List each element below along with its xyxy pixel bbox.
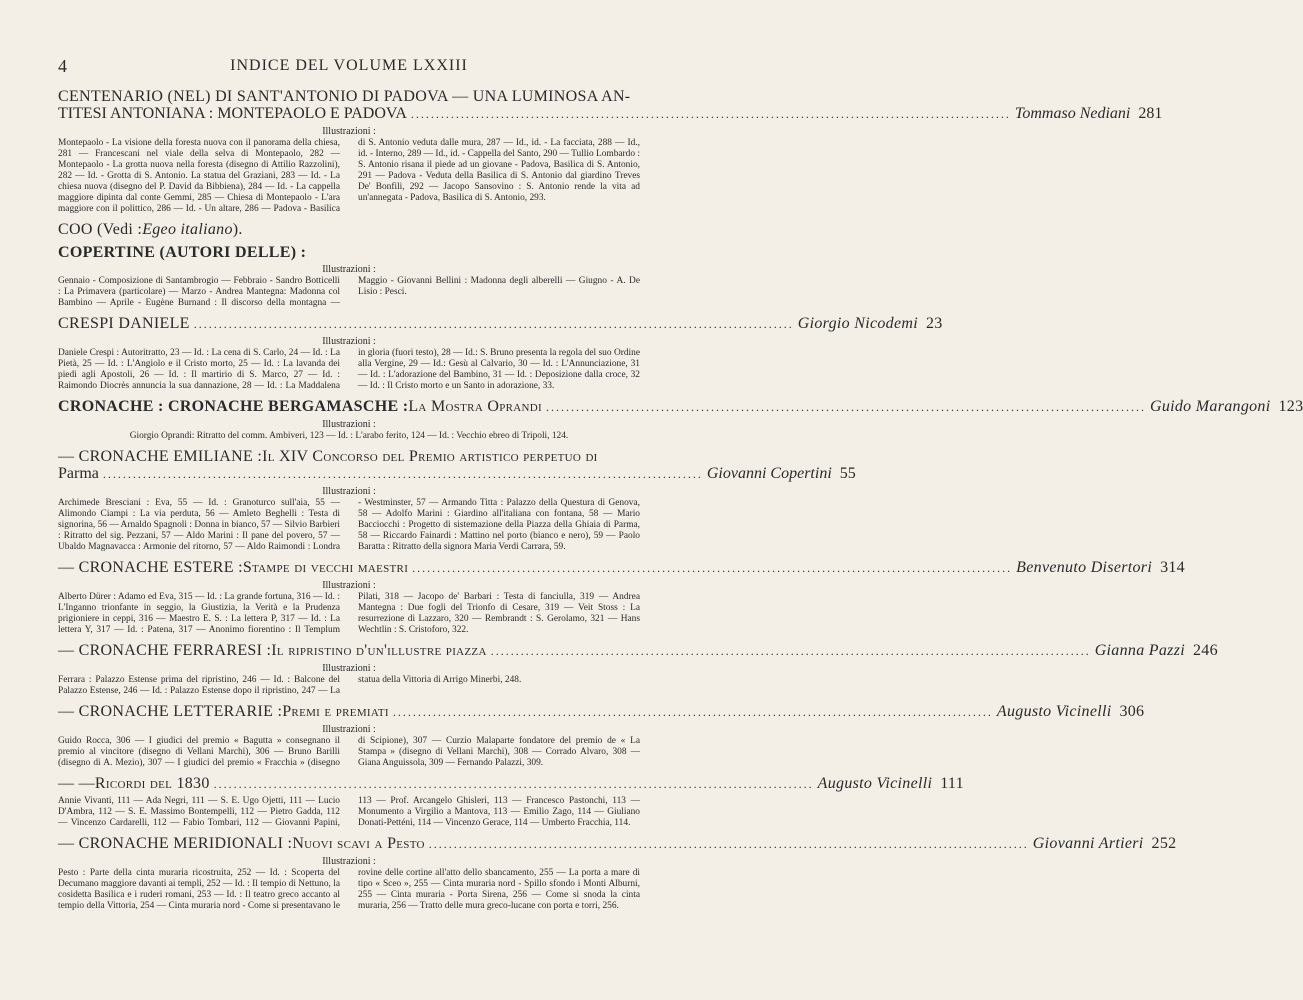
entry-title [58,315,943,333]
entry-title [58,221,640,238]
entry-title [58,559,1185,577]
entry-title: CENTENARIO (NEL) DI SANT'ANTONIO DI PADOVA — UNA LUMINOSA AN- [58,88,631,105]
entry-title-text: CRONACHE : CRONACHE BERGAMASCHE : [58,398,409,415]
index-entry-copertine [58,244,640,309]
entry-author: Guido Marangoni [1149,398,1271,415]
illustrations-label: Illustrazioni : [322,336,376,347]
entry-title [58,448,640,465]
entry-page: 252 [1151,835,1177,852]
entry-author: Augusto Vicinelli [996,703,1112,720]
entry-title: COPERTINE (AUTORI DELLE) : [58,244,307,261]
illustrations-label: Illustrazioni : [322,486,376,497]
entry-title-text: — CRONACHE EMILIANE : [58,448,263,465]
illustrations-label: Illustrazioni : [322,126,376,137]
entry-illustrations: Archimede Bresciani : Eva, 55 — Id. : Granoturco sull'aia, 55 — Alimondo Ciampi : La via perduta, 56 — Amleto Beghelli : Testa di signorina, 56 — Arnaldo Spagnoli : Donna in bianco, 57 — Silvio Barbieri : Ritratto del sig. Pezzani, 57 — Aldo Marini : Il pane del povero, 57 — Ubaldo Magnavacca : Armonie del ritorno, 57 — Aldo Raimondi : Londra - Westminster, 57 — Armando Titta : Palazzo della Questura di Genova, 58 — Adolfo Marini : Giardino all'italiana con fontana, 58 — Mario Bacciocchi : Progetto di sistemazione della Piazza della Ghiaia di Parma, 58 — Riccardo Fainardi : Mattino nel porto (bianco e nero), 59 — Paolo Baratta : Ritratto della signora Maria Verdi Carrara, 59. [58,498,640,552]
entry-page: 23 [925,315,943,332]
index-page [58,52,1303,912]
entry-author: Gianna Pazzi [1094,642,1185,659]
entry-title-text: CRESPI DANIELE [58,315,190,332]
entry-illustrations: Annie Vivanti, 111 — Ada Negri, 111 — S. E. Ugo Ojetti, 111 — Lucio D'Ambra, 112 — S. E. Massimo Bontempelli, 112 — Pietro Gadda, 112 — Vincenzo Cardarelli, 112 — Fabio Tombari, 112 — Giovanni Papini, 113 — Prof. Arcangelo Ghisleri, 113 — Francesco Pastonchi, 113 — Monumento a Virgilio a Mantova, 113 — Emilio Zago, 114 — Giuliano Donati-Petténi, 114 — Vincenzo Gerace, 114 — Umberto Fracchia, 114. [58,796,640,828]
entry-title [58,775,964,793]
entry-illustrations: Montepaolo - La visione della foresta nuova con il panorama della chiesa, 281 — Francescani nel viale della selva di Montepaolo, 282 — Montepaolo - La grotta nuova nella foresta (disegno di Attilio Razzolini), 282 — Id. - Grotta di S. Antonio. La statua del Graziani, 283 — Id. - La chiesa nuova (disegno del P. David da Bibbiena), 284 — Id. - La cappella maggiore dipinta dal conte Gemmi, 285 — Chiesa di Montepaolo - L'ara maggiore con il polittico, 286 — Id. - Un altare, 286 — Padova - Basilica di S. Antonio veduta dalle mura, 287 — Id., id. - La facciata, 288 — Id., id. - Interno, 289 — Id., id. - Cappella del Santo, 290 — Tullio Lombardo : S. Antonio risana il piede ad un giovane - Padova, Basilica di S. Antonio, 291 — Padova - Veduta della Basilica di S. Antonio dal giardino Treves De' Bonfili, 292 — Jacopo Sansovino : S. Antonio rende la vita ad un'annegata - Padova, Basilica di S. Antonio, 293. [58,138,641,214]
entry-title-text: — — [58,775,95,792]
entry-illustrations: Pesto : Parte della cinta muraria ricostruita, 252 — Id. : Scoperta del Decumano maggiore davanti ai templi, 252 — Id. : Il tempio di Nettuno, la cosidetta Basilica e i ruderi romani, 253 — Id. : Il teatro greco accanto al tempio della Vittoria, 254 — Cinta muraria nord - Come si presentavano le rovine delle cortine all'atto dello sbancamento, 255 — La porta a mare di tipo « Sceo », 255 — Cinta muraria nord - Spillo sfondo i Monti Alburni, 255 — Cinta muraria - Porta Sirena, 256 — Come si snoda la cinta muraria, 256 — Tratto delle mura greco-lucane con porta e torri, 256. [58,868,640,911]
entry-page: 111 [940,775,964,792]
entry-subtitle: Il XIV Concorso del Premio artistico perpetuo di [262,448,598,465]
page-number: 4 [58,56,68,76]
entry-title-line2 [58,105,1163,123]
index-entry-cronache-emiliane [58,448,856,553]
entry-illustrations: Guido Rocca, 306 — I giudici del premio « Bagutta » consegnano il premio al vincitore (disegno di Vellani Marchi), 306 — Bruno Barilli (disegno di A. Mezio), 307 — I giudici del premio « Fracchia » (disegno di Scipione), 307 — Curzio Malaparte fondatore del premio de « La Stampa » (disegno di Vellani Marchi), 308 — Corrado Alvaro, 308 — Giana Anguissola, 309 — Fernando Palazzi, 309. [58,736,640,768]
entry-title-text: COO (Vedi : [58,221,143,238]
entry-illustrations: Ferrara : Palazzo Estense prima del ripristino, 246 — Id. : Balcone del Palazzo Estense, 246 — Id. : Palazzo Estense dopo il ripristino, 247 — La statua della Vittoria di Arrigo Minerbi, 248. [58,675,522,696]
index-entry-ricordi-1830 [58,775,964,829]
entry-subtitle: Nuovi scavi a Pesto [292,835,425,852]
illustrations-label: Illustrazioni : [322,663,376,674]
entry-title-text: — CRONACHE ESTERE : [58,559,243,576]
entry-title-end: ). [232,221,243,238]
index-entry-centenario [58,88,1163,215]
entry-page: 314 [1160,559,1185,576]
entry-illustrations: Gennaio - Composizione di Santambrogio — Febbraio - Sandro Botticelli : La Primavera (particolare) — Marzo - Andrea Mantegna: Madonna col Bambino — Aprile - Eugène Burnand : Il discorso della montagna — Maggio - Giovanni Bellini : Madonna degli alberelli — Giugno - A. De Lisio : Pesci. [58,276,640,308]
index-entry-cronache-meridionali [58,835,1177,912]
entry-subtitle: Il ripristino d'un'illustre piazza [271,642,487,659]
entry-illustrations: Giorgio Oprandi: Ritratto del comm. Ambiveri, 123 — Id. : L'arabo ferito, 124 — Id. : Vecchio ebreo di Tripoli, 124. [129,431,569,441]
entry-title [58,398,1303,416]
entry-author: Giovanni Artieri [1032,835,1144,852]
index-entry-cronache-letterarie [58,703,1145,769]
entry-subtitle: Ricordi del 1830 [94,775,210,792]
entry-author: Giorgio Nicodemi [797,315,918,332]
entry-subtitle-cont: Parma [58,465,99,482]
entry-page: 281 [1138,105,1163,122]
index-entry-crespi [58,315,943,392]
entry-title-text: — CRONACHE LETTERARIE : [58,703,283,720]
entry-title-line2 [58,465,856,483]
entry-cross-reference[interactable]: Egeo italiano [142,221,233,238]
entry-author: Giovanni Copertini [706,465,832,482]
page-title: INDICE DEL VOLUME LXXIII [230,57,468,74]
entry-illustrations: Daniele Crespi : Autoritratto, 23 — Id. : La cena di S. Carlo, 24 — Id. : La Pietà, 25 — Id. : L'Angiolo e il Cristo morto, 25 — Id. : La lavanda dei piedi agli Apostoli, 26 — Id. : Il martirio di S. Marco, 27 — Id. : Raimondo Diocrès annuncia la sua dannazione, 28 — Id. : La Maddalena in gloria (fuori testo), 28 — Id.: S. Bruno presenta la regola del suo Ordine alla Vergine, 29 — Id.: Gesù al Calvario, 30 — Id. : L'Annunciazione, 31 — Id. : L'adorazione del Bambino, 31 — Id. : Deposizione dalla croce, 32 — Id. : Il Cristo morto e un Santo in adorazione, 33. [58,348,640,391]
entry-title [58,835,1177,853]
illustrations-label: Illustrazioni : [322,724,376,735]
entry-page: 246 [1192,642,1218,659]
illustrations-label: Illustrazioni : [322,419,376,430]
entry-title [58,642,1218,660]
illustrations-label: Illustrazioni : [322,264,376,275]
entry-page: 55 [839,465,856,482]
entry-title-text: — CRONACHE MERIDIONALI : [58,835,293,852]
page-header [58,52,640,82]
index-entry-cronache-estere [58,559,1185,636]
index-entry-coo [58,221,640,238]
entry-subtitle: La Mostra Oprandi [408,398,542,415]
index-entry-cronache-ferraresi [58,642,1218,697]
illustrations-label: Illustrazioni : [322,856,376,867]
entry-author: Benvenuto Disertori [1016,559,1153,576]
entry-illustrations: Alberto Dürer : Adamo ed Eva, 315 — Id. : La grande fortuna, 316 — Id. : L'Inganno trionfante in seggio, la Giustizia, la Verità e la Prudenza prigioniere in ceppi, 316 — Maestro E. S. : La lettera P, 317 — Id. : La lettera Y, 317 — Id. : Patena, 317 — Anonimo fiorentino : Il Templum Pilati, 318 — Jacopo de' Barbari : Testa di fanciulla, 319 — Andrea Mantegna : Due fogli del Trionfo di Cesare, 319 — Veit Stoss : La resurrezione di Lazzaro, 320 — Rembrandt : S. Gerolamo, 321 — Hans Wechtlin : S. Cristoforo, 322. [58,592,640,635]
entry-page: 123 [1278,398,1303,415]
entry-page: 306 [1119,703,1145,720]
entry-title-cont: TITESI ANTONIANA : MONTEPAOLO E PADOVA [58,105,407,122]
entry-author: Augusto Vicinelli [817,775,933,792]
entry-subtitle: Stampe di vecchi maestri [242,559,409,576]
entry-title-text: — CRONACHE FERRARESI : [58,642,272,659]
entry-title [58,703,1145,721]
entry-author: Tommaso Nediani [1014,105,1131,122]
index-entry-cronache-bergamasche [58,398,1303,442]
illustrations-label: Illustrazioni : [322,580,376,591]
entry-subtitle: Premi e premiati [282,703,389,720]
